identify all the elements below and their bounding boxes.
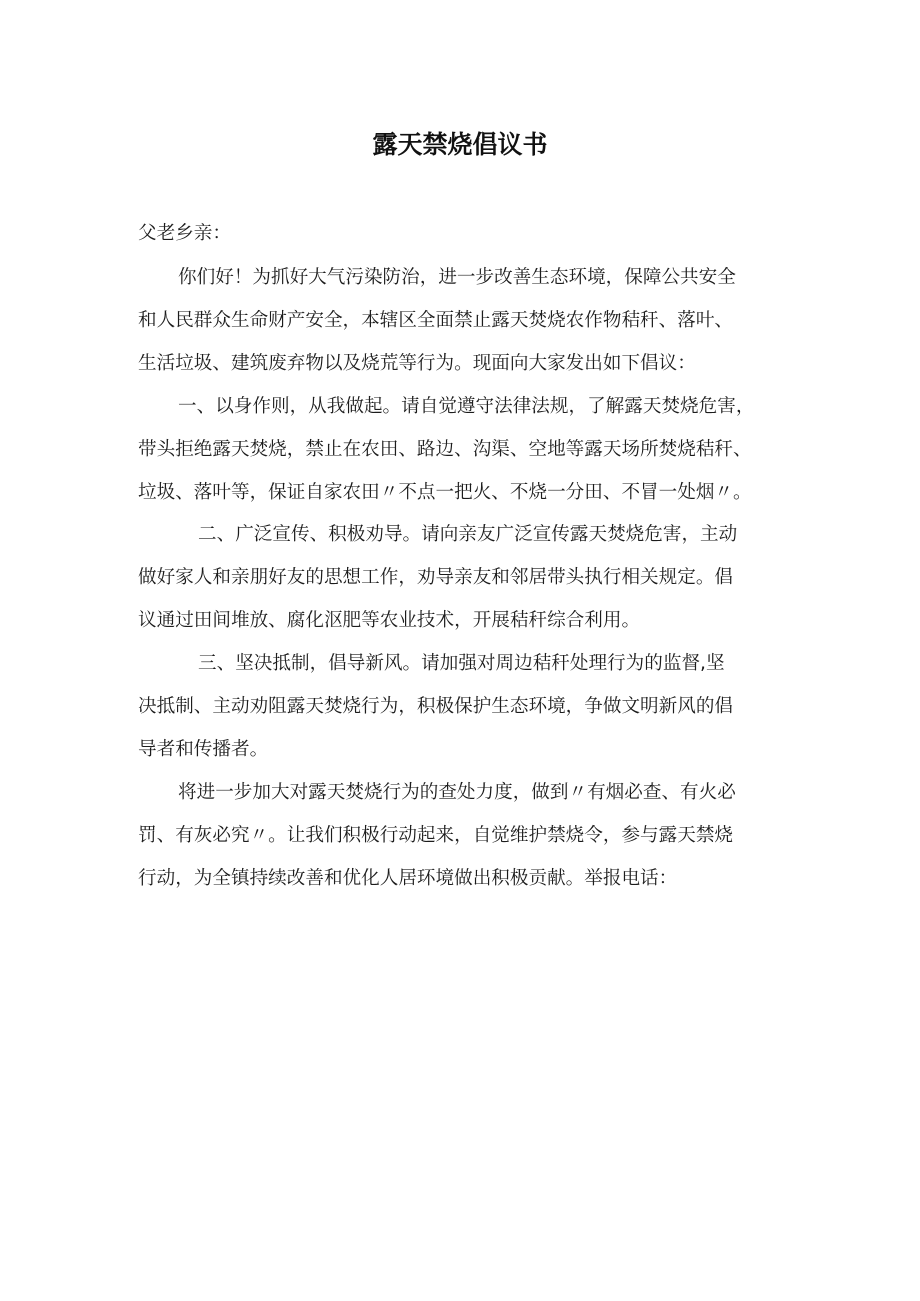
document-title: 露天禁烧倡议书 <box>372 130 548 159</box>
paragraph-2-line-2: 带头拒绝露天焚烧，禁止在农田、路边、沟渠、空地等露天场所焚烧秸秆、 <box>138 439 752 460</box>
paragraph-1-line-3: 生活垃圾、建筑废弃物以及烧荒等行为。现面向大家发出如下倡议： <box>138 353 696 374</box>
paragraph-5-line-3: 行动，为全镇持续改善和优化人居环境做出积极贡献。举报电话： <box>138 868 678 889</box>
paragraph-1-line-1: 你们好！为抓好大气污染防治，进一步改善生态环境，保障公共安全 <box>178 267 736 288</box>
paragraph-3-line-3: 议通过田间堆放、腐化沤肥等农业技术，开展秸秆综合利用。 <box>138 610 641 631</box>
paragraph-5-line-1: 将进一步加大对露天焚烧行为的查处力度，做到〃有烟必查、有火必 <box>178 782 736 803</box>
paragraph-2-line-3: 垃圾、落叶等，保证自家农田〃不点一把火、不烧一分田、不冒一处烟〃。 <box>138 482 752 503</box>
paragraph-4-line-1: 三、坚决抵制，倡导新风。请加强对周边秸秆处理行为的监督,坚 <box>198 653 725 674</box>
salutation: 父老乡亲： <box>138 223 231 244</box>
paragraph-5-line-2: 罚、有灰必究〃。让我们积极行动起来，自觉维护禁烧令，参与露天禁烧 <box>138 825 734 846</box>
paragraph-2-line-1: 一、以身作则，从我做起。请自觉遵守法律法规，了解露天焚烧危害， <box>178 396 755 417</box>
paragraph-3-line-2: 做好家人和亲朋好友的思想工作，劝导亲友和邻居带头执行相关规定。倡 <box>138 567 734 588</box>
paragraph-1-line-2: 和人民群众生命财产安全，本辖区全面禁止露天焚烧农作物秸秆、落叶、 <box>138 310 734 331</box>
paragraph-4-line-3: 导者和传播者。 <box>138 739 269 760</box>
paragraph-4-line-2: 决抵制、主动劝阻露天焚烧行为，积极保护生态环境，争做文明新风的倡 <box>138 696 734 717</box>
paragraph-3-line-1: 二、广泛宣传、积极劝导。请向亲友广泛宣传露天焚烧危害，主动 <box>198 524 738 545</box>
